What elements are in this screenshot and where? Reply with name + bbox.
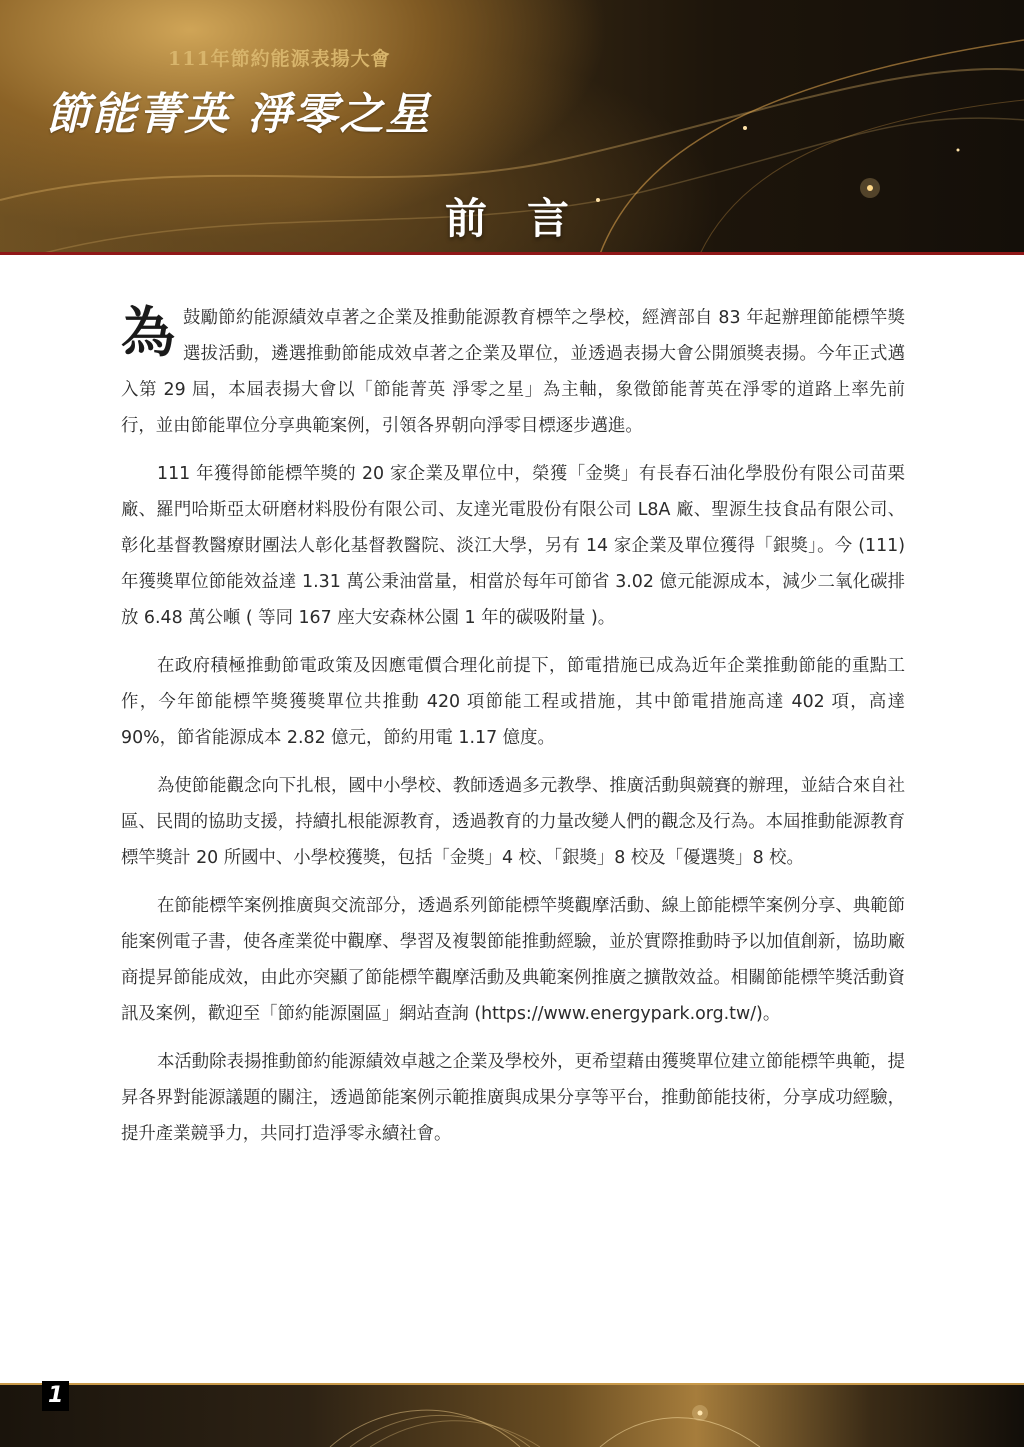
- dropcap: 為: [121, 301, 175, 364]
- header-banner: [0, 0, 1024, 254]
- preface-content: [121, 300, 905, 1164]
- paragraph-5: 在節能標竿案例推廣與交流部分，透過系列節能標竿獎觀摩活動、線上節能標竿案例分享、典範節能案例電子書，使各產業從中觀摩、學習及複製節能推動經驗，並於實際推動時予以加值創新，協助廠商提昇節能成效，由此亦突顯了節能標竿觀摩活動及典範案例推廣之擴散效益。相關節能標竿獎活動資訊及案例，歡迎至「節約能源園區」網站查詢 (https://www.energypark.org.tw/)。: [121, 896, 905, 1024]
- footer-decoration: [0, 1383, 1024, 1447]
- footer-divider: [0, 1383, 1024, 1385]
- paragraph-6: 本活動除表揚推動節約能源績效卓越之企業及學校外，更希望藉由獲獎單位建立節能標竿典範，提昇各界對能源議題的關注，透過節能案例示範推廣與成果分享等平台，推動節能技術，分享成功經驗，提升產業競爭力，共同打造淨零永續社會。: [121, 1052, 905, 1144]
- paragraph-1: [121, 300, 905, 444]
- page-title: 前言: [445, 194, 610, 243]
- event-name: 111年節約能源表揚大會: [168, 48, 391, 70]
- paragraph-3: 在政府積極推動節電政策及因應電價合理化前提下，節電措施已成為近年企業推動節能的重點工作，今年節能標竿獎獲獎單位共推動 420 項節能工程或措施，其中節電措施高達 402 項，高達 90%，節省能源成本 2.82 億元，節約用電 1.17 億度。: [121, 656, 905, 748]
- footer-banner: [0, 1383, 1024, 1447]
- header-divider: [0, 252, 1024, 255]
- paragraph-4: 為使節能觀念向下扎根，國中小學校、教師透過多元教學、推廣活動與競賽的辦理，並結合來自社區、民間的協助支援，持續扎根能源教育，透過教育的力量改變人們的觀念及行為。本屆推動能源教育標竿獎計 20 所國中、小學校獲獎，包括「金獎」4 校、「銀獎」8 校及「優選獎」8 校。: [121, 776, 905, 868]
- paragraph-text: 鼓勵節約能源績效卓著之企業及推動能源教育標竿之學校，經濟部自 83 年起辦理節能標竿獎選拔活動，遴選推動節能成效卓著之企業及單位，並透過表揚大會公開頒獎表揚。今年正式邁入第 29 屆，本屆表揚大會以「節能菁英 淨零之星」為主軸，象徵節能菁英在淨零的道路上率先前行，並由節能單位分享典範案例，引領各界朝向淨零目標逐步邁進。: [121, 308, 905, 436]
- page-number: 1: [42, 1381, 69, 1411]
- event-theme: 節能菁英 淨零之星: [46, 89, 432, 140]
- paragraph-2: 111 年獲得節能標竿獎的 20 家企業及單位中，榮獲「金獎」有長春石油化學股份有限公司苗栗廠、羅門哈斯亞太研磨材料股份有限公司、友達光電股份有限公司 L8A 廠、聖源生技食品有限公司、彰化基督教醫療財團法人彰化基督教醫院、淡江大學，另有 14 家企業及單位獲得「銀獎」。今 (111) 年獲獎單位節能效益達 1.31 萬公秉油當量，相當於每年可節省 3.02 億元能源成本，減少二氧化碳排放 6.48 萬公噸 ( 等同 167 座大安森林公園 1 年的碳吸附量 )。: [121, 464, 905, 628]
